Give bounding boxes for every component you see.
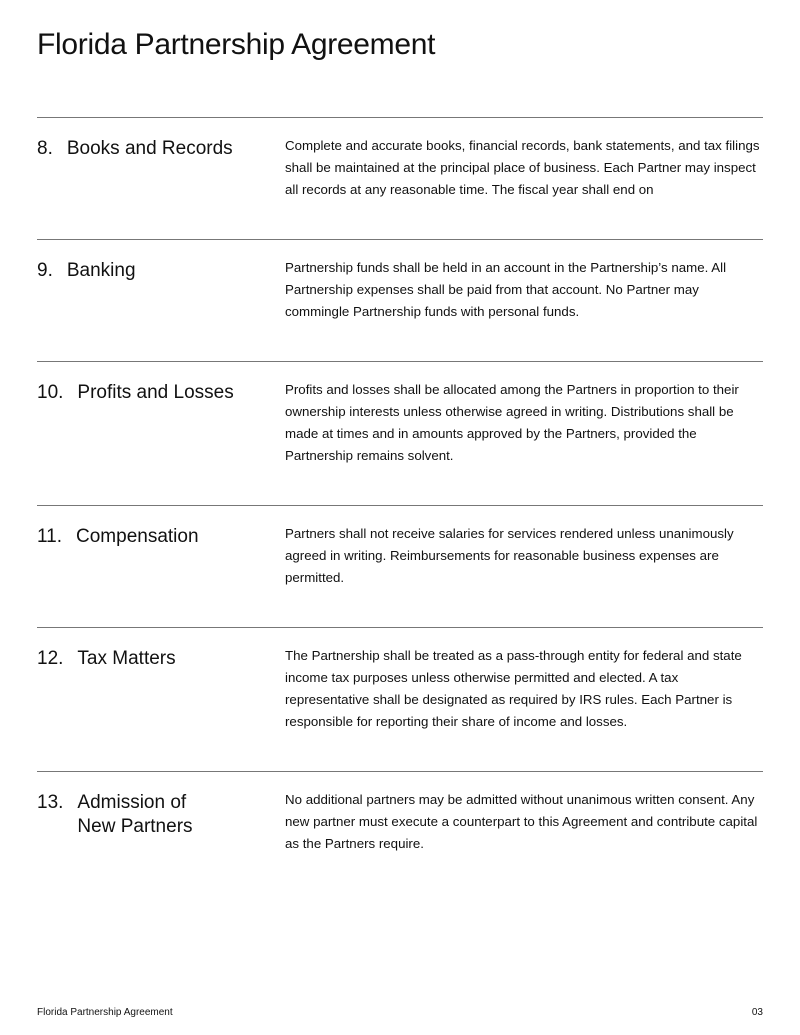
section-8 [37, 117, 763, 239]
section-body: No additional partners may be admitted without unanimous written consent. Any new partner must execute a counterpart to this Agreement and contribute capital as the Partners require. [285, 792, 758, 851]
section-number: 9. [37, 260, 53, 281]
section-11 [37, 505, 763, 627]
section-12 [37, 627, 763, 771]
section-9 [37, 239, 763, 361]
section-body: Profits and losses shall be allocated among the Partners in proportion to their ownership interests unless otherwise agreed in writing. Distributions shall be made at times and in amounts approved by the Partners, provided the Partnership remains solvent. [285, 382, 739, 463]
page-number: 03 [751, 1007, 763, 1018]
section-body: The Partnership shall be treated as a pass-through entity for federal and state income tax purposes unless otherwise permitted and elected. A tax representative shall be designated as required by IRS rules. Each Partner is responsible for reporting their share of income and losses. [285, 648, 742, 729]
section-number: 10. [37, 382, 64, 403]
section-heading: Tax Matters [77, 648, 176, 669]
section-heading: Banking [66, 260, 136, 281]
section-13 [37, 771, 763, 893]
section-body: Complete and accurate books, financial records, bank statements, and tax filings shall be maintained at the principal place of business. Each Partner may inspect all records at any reasonable time. The fiscal year shall end on [285, 138, 760, 197]
sections-list [37, 117, 763, 893]
section-10 [37, 361, 763, 505]
section-number: 12. [37, 648, 64, 669]
section-number: 8. [37, 138, 53, 159]
section-heading: Profits and Losses [77, 382, 234, 403]
section-heading: Admission of New Partners [77, 792, 193, 837]
section-body: Partnership funds shall be held in an account in the Partnership’s name. All Partnership expenses shall be paid from that account. No Partner may commingle Partnership funds with personal funds. [285, 260, 727, 319]
footer-document-title: Florida Partnership Agreement [37, 1007, 173, 1018]
section-heading: Books and Records [66, 138, 233, 159]
section-number: 11. [37, 526, 63, 547]
section-body: Partners shall not receive salaries for services rendered unless unanimously agreed in writing. Reimbursements for reasonable business expenses are permitted. [285, 526, 734, 585]
section-number: 13. [37, 792, 64, 813]
page-footer [37, 1007, 763, 1018]
section-heading: Compensation [76, 526, 199, 547]
page-title: Florida Partnership Agreement [37, 28, 436, 61]
